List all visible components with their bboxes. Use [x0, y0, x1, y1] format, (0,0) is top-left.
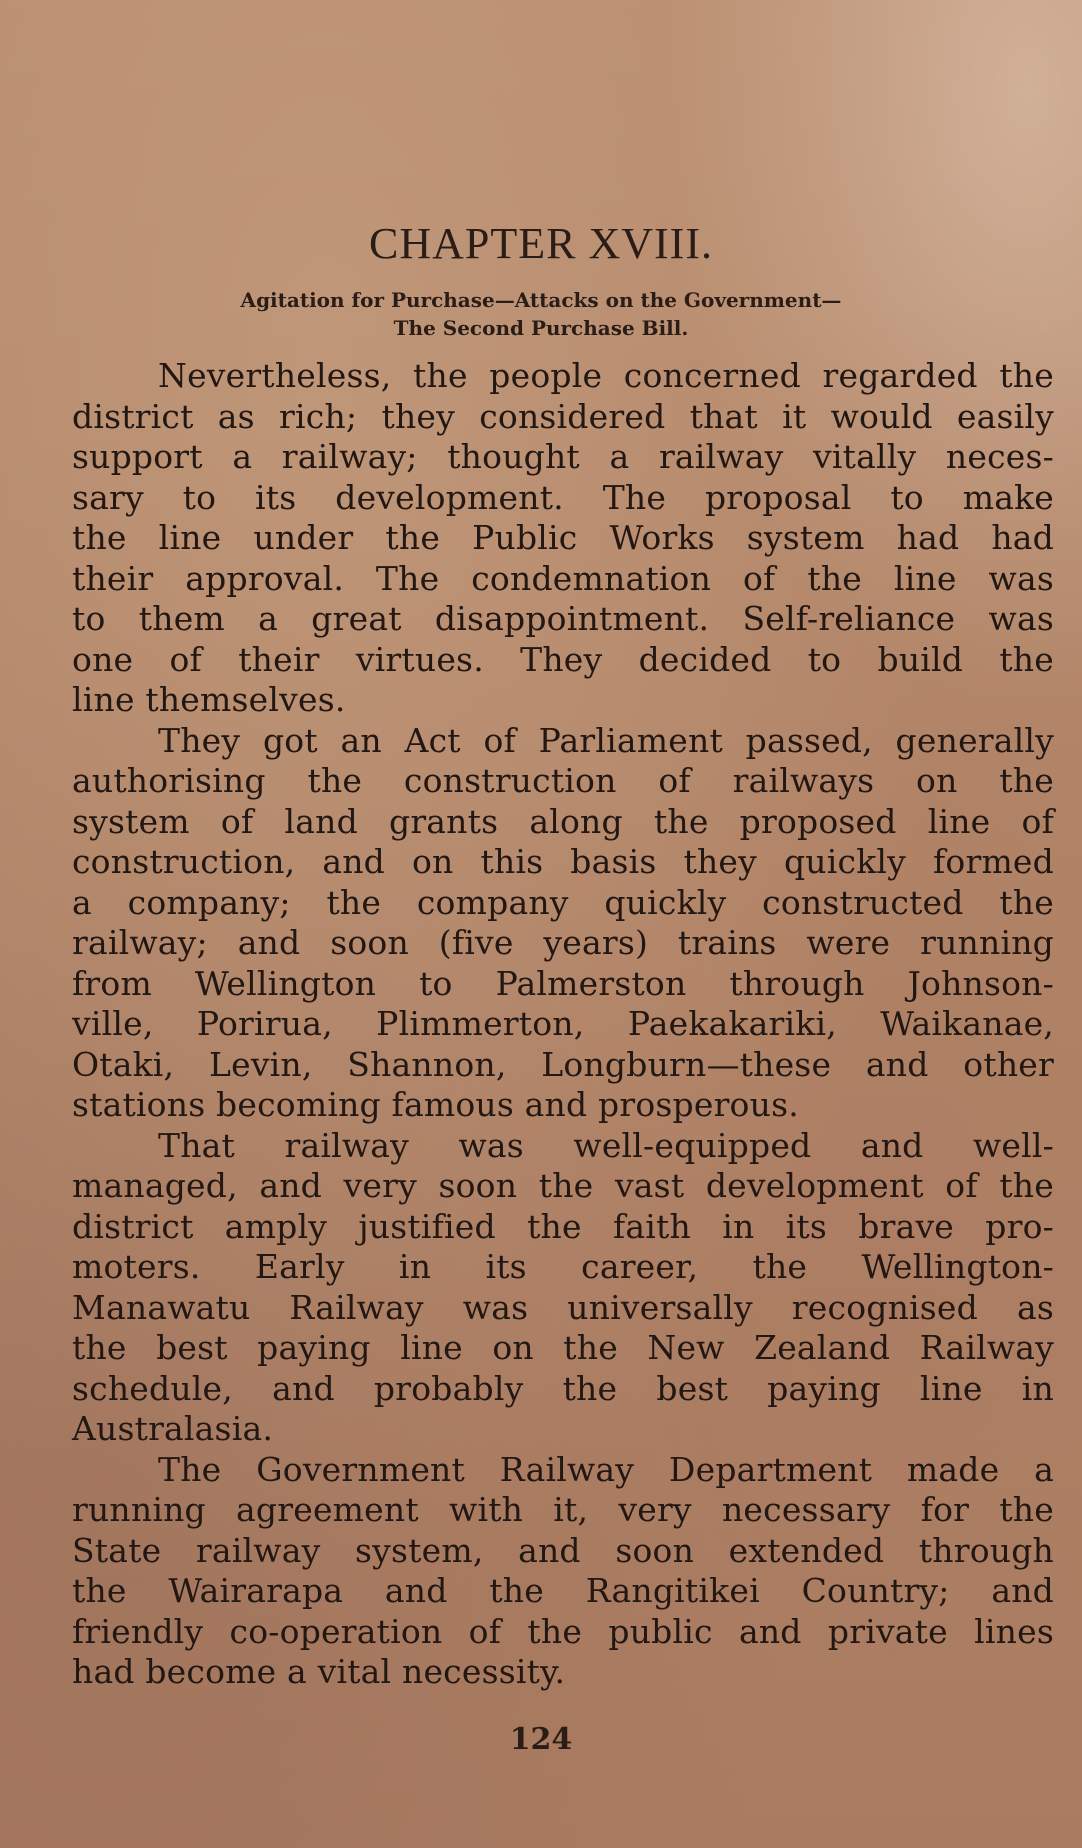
text-line: running agreement with it, very necessary for the [72, 1490, 1054, 1529]
text-line: the Wairarapa and the Rangitikei Country; and [72, 1571, 1054, 1610]
text-line: They got an Act of Parliament passed, generally [158, 720, 1054, 760]
chapter-subtitle-line-2: The Second Purchase Bill. [393, 316, 689, 340]
text-line: ville, Porirua, Plimmerton, Paekakariki, Waikanae, [72, 1004, 1054, 1043]
text-line: from Wellington to Palmerston through Johnson- [72, 963, 1054, 1003]
text-line: the line under the Public Works system had had [72, 518, 1054, 557]
text-line: construction, and on this basis they quickly formed [72, 842, 1054, 881]
text-line: That railway was well-equipped and well- [158, 1125, 1054, 1165]
text-line: authorising the construction of railways on the [72, 761, 1054, 800]
text-line: to them a great disappointment. Self-reliance was [72, 599, 1054, 638]
text-line: had become a vital necessity. [72, 1652, 566, 1691]
text-line: their approval. The condemnation of the line was [72, 558, 1054, 598]
text-line: The Government Railway Department made a [158, 1449, 1054, 1489]
text-line: State railway system, and soon extended through [72, 1530, 1054, 1570]
body-text [72, 356, 1054, 1693]
text-line: Otaki, Levin, Shannon, Longburn—these and other [72, 1044, 1054, 1084]
text-line: system of land grants along the proposed line of [72, 801, 1054, 841]
chapter-subtitle-line-1: Agitation for Purchase—Attacks on the Government— [240, 288, 842, 312]
text-line: sary to its development. The proposal to make [72, 477, 1054, 517]
text-line: friendly co-operation of the public and private lines [72, 1611, 1054, 1651]
text-line: a company; the company quickly constructed the [72, 882, 1054, 922]
text-line: schedule, and probably the best paying line in [72, 1368, 1054, 1408]
text-line: line themselves. [72, 680, 346, 719]
text-line: the best paying line on the New Zealand Railway [72, 1328, 1054, 1367]
text-line: support a railway; thought a railway vitally neces- [72, 437, 1054, 476]
chapter-title: CHAPTER XVIII. [369, 219, 713, 268]
text-line: Nevertheless, the people concerned regarded the [158, 356, 1054, 395]
text-line: district as rich; they considered that it would easily [72, 396, 1054, 436]
text-line: district amply justified the faith in its brave pro- [72, 1206, 1054, 1246]
text-line: stations becoming famous and prosperous. [72, 1085, 799, 1124]
text-line: Australasia. [72, 1409, 274, 1448]
text-line: one of their virtues. They decided to build the [72, 639, 1054, 679]
text-line: railway; and soon (five years) trains were running [72, 923, 1054, 962]
page-number: 124 [509, 1722, 573, 1757]
text-line: Manawatu Railway was universally recognised as [72, 1287, 1054, 1327]
text-line: moters. Early in its career, the Wellington- [72, 1247, 1054, 1286]
text-line: managed, and very soon the vast development of the [72, 1166, 1054, 1205]
